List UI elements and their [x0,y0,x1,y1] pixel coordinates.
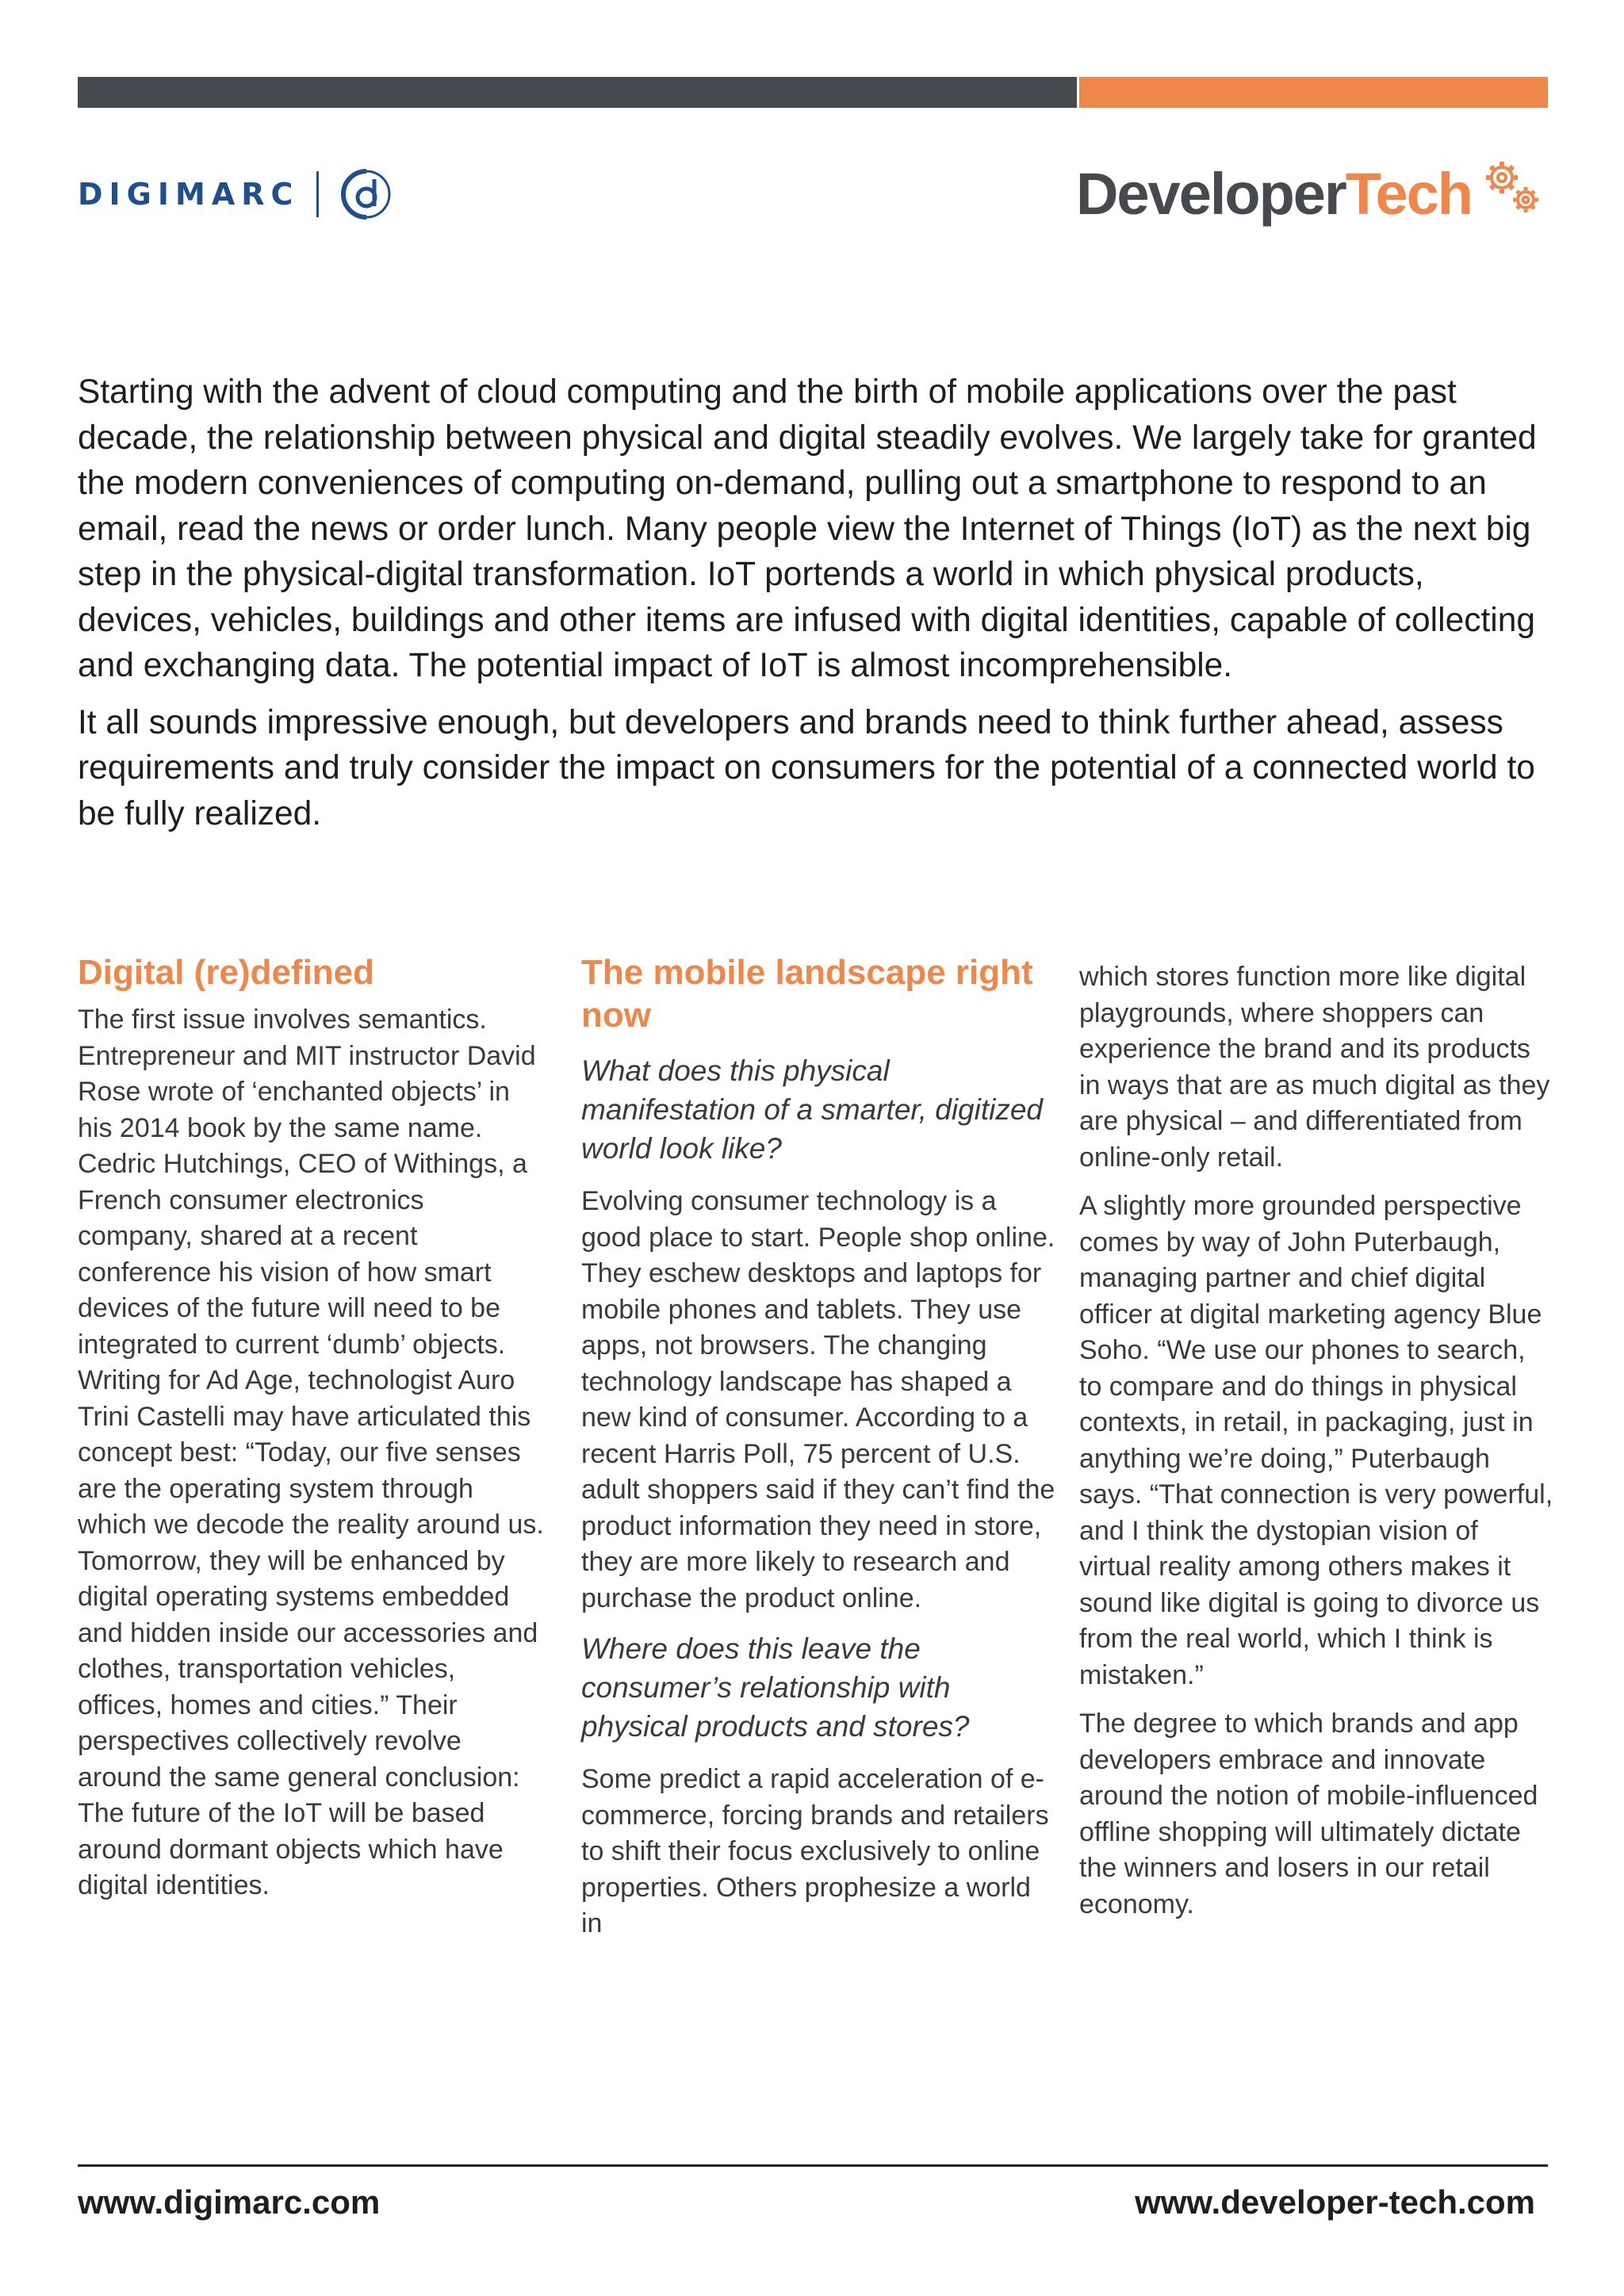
section-heading-digital-redefined: Digital (re)defined [78,953,375,992]
column-1 [78,951,546,1917]
footer-link-developer-tech[interactable]: www.developer-tech.com [1135,2183,1535,2221]
developertech-wordmark: DeveloperTech [1075,161,1472,227]
digimarc-logo [78,166,395,222]
column-3-body-2: A slightly more grounded perspective comes by way of John Puterbaugh, managing partner and chief digital officer at digital marketing agency Blue Soho. “We use our phones to search, to compare and do things in physical contexts, in retail, in packaging, just in anything we’re doing,” Puterbaugh says. “That connection is very powerful, and I think the dystopian vision of virtual reality among others makes it sound like digital is going to divorce us from the real world, which I think is mistaken.” [1079,1191,1553,1690]
footer-link-digimarc[interactable]: www.digimarc.com [78,2183,381,2221]
column-3-body-3: The degree to which brands and app developers embrace and innovate around the notion of mobile-influenced offline shopping will ultimately dictate the winners and losers in our retail economy. [1079,1709,1538,1919]
footer-divider [78,2164,1548,2167]
gears-icon [1477,154,1548,225]
digimarc-mark-icon [338,168,395,220]
column-3 [1079,959,1555,1935]
column-3-body-1: which stores function more like digital playgrounds, where shoppers can experience the brand and its products in ways that are as much digital as they are physical – and differentiated from online-only retail. [1079,962,1550,1173]
header-bar-dark-segment [78,77,1077,108]
header-bar-orange-segment [1079,77,1548,108]
logo-divider [316,171,319,217]
intro-section [78,369,1553,848]
column-1-body: The first issue involves semantics. Entrepreneur and MIT instructor David Rose wrote of ‘enchanted objects’ in his 2014 book by the same name. Cedric Hutchings, CEO of Withings, a French consumer electronics company, shared at a recent conference his vision of how smart devices of the future will need to be integrated to current ‘dumb’ objects. Writing for Ad Age, technologist Auro Trini Castelli may have articulated this concept best: “Today, our five senses are the operating system through which we decode the reality around us. Tomorrow, they will be enhanced by digital operating systems embedded and hidden inside our accessories and clothes, transportation vehicles, offices, homes and cities.” Their perspectives collectively revolve around the same general conclusion: The future of the IoT will be based around dormant objects which have digital identities. [78,1004,544,1900]
column-2 [581,951,1057,1955]
header-color-bar [78,77,1548,108]
developertech-logo [1076,159,1548,230]
digimarc-wordmark: DIGIMARC [78,177,300,212]
intro-paragraph-1: Starting with the advent of cloud computing and the birth of mobile applications over the past decade, the relationship between physical and digital steadily evolves. We largely take for granted the modern conveniences of computing on-demand, pulling out a smartphone to respond to an email, read the news or order lunch. Many people view the Internet of Things (IoT) as the next big step in the physical-digital transformation. IoT portends a world in which physical products, devices, vehicles, buildings and other items are infused with digital identities, capable of collecting and exchanging data. The potential impact of IoT is almost incomprehensible. [78,373,1537,684]
subheading-question-1: What does this physical manifestation of a smarter, digitized world look like? [581,1054,1044,1165]
column-2-body-1: Evolving consumer technology is a good place to start. People shop online. They eschew desktops and laptops for mobile phones and tablets. They use apps, not browsers. The changing technology landscape has shaped a new kind of consumer. According to a recent Harris Poll, 75 percent of U.S. adult shoppers said if they can’t find the product information they need in store, they are more likely to research and purchase the product online. [581,1186,1055,1613]
column-2-body-2: Some predict a rapid acceleration of e-commerce, forcing brands and retailers to shift their focus exclusively to online properties. Others prophesize a world in [581,1764,1049,1938]
intro-paragraph-2: It all sounds impressive enough, but developers and brands need to think further ahead, assess requirements and truly consider the impact on consumers for the potential of a connected world to be fully realized. [78,703,1535,832]
section-heading-mobile-landscape: The mobile landscape right now [581,953,1033,1035]
subheading-question-2: Where does this leave the consumer’s relationship with physical products and stores? [581,1632,970,1743]
